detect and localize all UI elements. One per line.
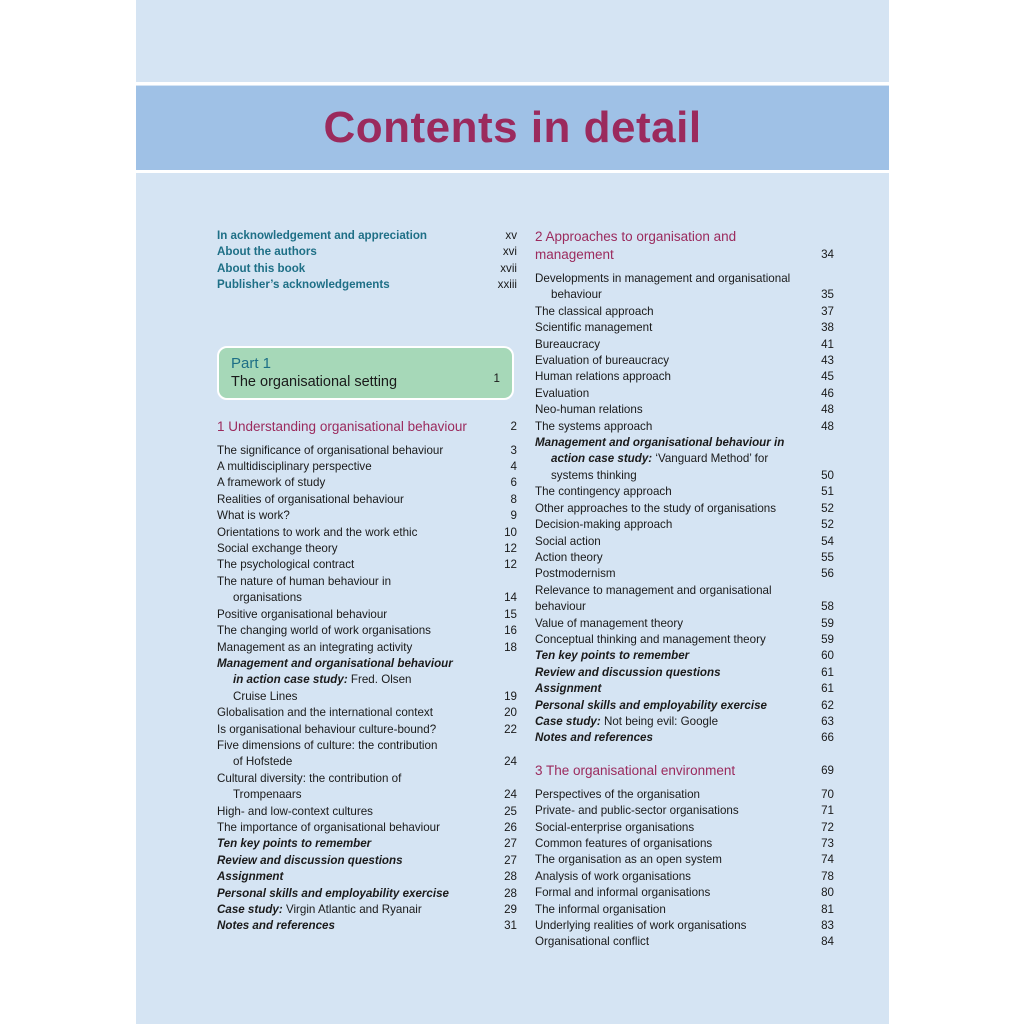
toc-entry-text: Is organisational behaviour culture-bound? xyxy=(217,722,437,736)
toc-entry-emphasis: Notes and references xyxy=(535,731,653,745)
toc-entry-text: Private- and public-sector organisations xyxy=(535,804,739,818)
toc-entry-page: 81 xyxy=(821,902,834,916)
part-page: 1 xyxy=(493,372,500,386)
toc-entry[interactable] xyxy=(217,722,517,738)
toc-entry-text: Action theory xyxy=(535,550,603,564)
toc-entry[interactable] xyxy=(535,304,834,320)
toc-entry-page: 16 xyxy=(504,624,517,638)
toc-entry-line2: of Hofstede xyxy=(233,755,293,769)
toc-entry-emphasis: in action case study: xyxy=(233,673,348,687)
toc-entry[interactable] xyxy=(535,918,834,934)
toc-entry[interactable] xyxy=(535,517,834,533)
toc-entry[interactable] xyxy=(535,681,834,697)
toc-entry-text: Not being evil: Google xyxy=(600,714,719,728)
toc-entry-page: 51 xyxy=(821,485,834,499)
toc-entry-emphasis: Management and organisational behaviour in xyxy=(535,436,785,450)
toc-entry-text: The significance of organisational behaviour xyxy=(217,443,444,457)
toc-entry-text: Developments in management and organisational xyxy=(535,272,791,285)
toc-entry-emphasis: Notes and references xyxy=(217,919,335,933)
toc-entry[interactable] xyxy=(535,616,834,632)
toc-entry-text: Evaluation xyxy=(535,386,590,400)
toc-entry-emphasis: Assignment xyxy=(535,682,602,696)
toc-entry[interactable] xyxy=(217,853,517,869)
chapter-2-heading[interactable] xyxy=(535,228,834,264)
toc-entry-text: A framework of study xyxy=(217,476,326,490)
toc-entry[interactable] xyxy=(217,541,517,557)
part-box xyxy=(217,346,514,400)
toc-entry-page: 9 xyxy=(510,509,517,523)
toc-entry-text: Orientations to work and the work ethic xyxy=(217,525,418,539)
toc-entry[interactable] xyxy=(535,730,834,746)
toc-entry[interactable] xyxy=(535,665,834,681)
toc-entry[interactable] xyxy=(535,934,834,950)
toc-entry-line2: behaviour xyxy=(551,288,602,302)
toc-entry-page: 28 xyxy=(504,870,517,884)
toc-entry-text: High- and low-context cultures xyxy=(217,804,373,818)
toc-entry[interactable] xyxy=(535,353,834,369)
front-matter-item[interactable] xyxy=(217,277,517,293)
toc-entry-line2 xyxy=(535,451,800,467)
toc-entry-text: Human relations approach xyxy=(535,370,671,384)
toc-entry-text: Realities of organisational behaviour xyxy=(217,492,404,506)
toc-entry-page: 38 xyxy=(821,321,834,335)
chapter-2-title-line2: management xyxy=(535,247,614,262)
toc-entry-page: 48 xyxy=(821,403,834,417)
toc-entry[interactable] xyxy=(535,484,834,500)
toc-entry-text: The importance of organisational behaviour xyxy=(217,820,440,834)
toc-entry-page: 29 xyxy=(504,903,517,916)
toc-entry-page: 19 xyxy=(504,689,517,703)
toc-entry-page: 25 xyxy=(504,804,517,818)
toc-entry[interactable] xyxy=(217,557,517,573)
toc-entry[interactable] xyxy=(535,836,834,852)
toc-entry-emphasis: Review and discussion questions xyxy=(217,853,403,867)
toc-entry[interactable] xyxy=(535,550,834,566)
toc-entry-page: 60 xyxy=(821,649,834,663)
toc-entry[interactable] xyxy=(217,574,517,607)
toc-entry-text: The nature of human behaviour in xyxy=(217,574,392,588)
toc-entry[interactable] xyxy=(217,902,517,918)
toc-entry[interactable] xyxy=(535,320,834,336)
toc-entry-text: ‘Vanguard Method’ for xyxy=(652,452,769,466)
toc-entry-page: 52 xyxy=(821,518,834,532)
toc-entry[interactable] xyxy=(535,852,834,868)
toc-entry[interactable] xyxy=(217,475,517,491)
toc-entry-text: Common features of organisations xyxy=(535,837,713,850)
toc-entry-page: 54 xyxy=(821,534,834,548)
chapter-1-heading[interactable] xyxy=(217,418,517,436)
front-matter-page: xv xyxy=(505,229,517,242)
toc-entry[interactable] xyxy=(217,607,517,623)
toc-entry-line2: organisations xyxy=(233,591,302,605)
toc-entry-page: 59 xyxy=(821,632,834,646)
toc-entry-page: 15 xyxy=(504,607,517,621)
toc-entry[interactable] xyxy=(217,508,517,524)
toc-entry-page: 37 xyxy=(821,304,834,318)
toc-entry-text: Analysis of work organisations xyxy=(535,869,691,883)
toc-entry-text: Social exchange theory xyxy=(217,542,338,556)
toc-entry-text: Five dimensions of culture: the contribution xyxy=(217,738,438,752)
toc-entry-page: 55 xyxy=(821,550,834,564)
toc-entry-page: 56 xyxy=(821,567,834,581)
chapter-3-entries xyxy=(535,787,834,951)
toc-entry-page: 20 xyxy=(504,706,517,720)
toc-entry[interactable] xyxy=(535,803,834,819)
toc-entry[interactable] xyxy=(217,771,517,804)
toc-entry[interactable] xyxy=(535,698,834,714)
toc-entry-page: 80 xyxy=(821,886,834,900)
toc-entry-page: 50 xyxy=(821,468,834,482)
toc-entry-page: 66 xyxy=(821,731,834,745)
title-banner xyxy=(136,86,889,173)
toc-entry-page: 26 xyxy=(504,820,517,834)
toc-entry[interactable] xyxy=(535,583,834,616)
toc-entry[interactable] xyxy=(217,836,517,852)
toc-entry-text: Scientific management xyxy=(535,321,653,335)
toc-entry-page: 12 xyxy=(504,542,517,556)
toc-entry[interactable] xyxy=(535,648,834,664)
toc-entry[interactable] xyxy=(217,738,517,771)
toc-entry-text: Virgin Atlantic and Ryanair xyxy=(282,903,422,916)
front-matter-label: About this book xyxy=(217,261,306,275)
toc-entry[interactable] xyxy=(535,402,834,418)
toc-entry-page: 27 xyxy=(504,837,517,851)
toc-entry[interactable] xyxy=(217,820,517,836)
right-column xyxy=(535,228,834,951)
toc-entry-page: 24 xyxy=(504,755,517,769)
toc-entry-emphasis: Personal skills and employability exercise xyxy=(535,698,767,712)
toc-entry[interactable] xyxy=(535,419,834,435)
toc-entry[interactable] xyxy=(535,435,834,484)
toc-entry[interactable] xyxy=(535,885,834,901)
front-matter-item[interactable] xyxy=(217,244,517,260)
toc-entry-text: The informal organisation xyxy=(535,902,666,916)
chapter-3-heading[interactable] xyxy=(535,762,834,780)
page-title: Contents in detail xyxy=(323,103,702,152)
toc-entry-line2 xyxy=(217,672,483,688)
toc-entry-text: A multidisciplinary perspective xyxy=(217,460,372,474)
toc-entry-page: 78 xyxy=(821,869,834,883)
toc-entry-text: The contingency approach xyxy=(535,485,672,499)
toc-entry-emphasis: Assignment xyxy=(217,870,284,884)
toc-entry[interactable] xyxy=(535,566,834,582)
toc-entry-text: Globalisation and the international context xyxy=(217,706,433,720)
toc-entry[interactable] xyxy=(217,705,517,721)
toc-entry-page: 74 xyxy=(821,853,834,867)
chapter-2-title-line1: 2 Approaches to organisation and xyxy=(535,229,737,244)
toc-entry[interactable] xyxy=(217,886,517,902)
toc-entry-page: 27 xyxy=(504,853,517,867)
front-matter-page: xxiii xyxy=(497,278,517,292)
toc-entry[interactable] xyxy=(217,869,517,885)
front-matter-item[interactable] xyxy=(217,228,517,244)
toc-entry[interactable] xyxy=(535,369,834,385)
toc-entry[interactable] xyxy=(535,714,834,730)
chapter-3-page: 69 xyxy=(821,763,834,777)
front-matter-label: Publisher’s acknowledgements xyxy=(217,278,390,292)
toc-entry-page: 71 xyxy=(821,804,834,818)
toc-entry-text: Relevance to management and organisational behaviour xyxy=(535,583,772,614)
toc-entry-emphasis: Personal skills and employability exercise xyxy=(217,886,449,900)
toc-entry[interactable] xyxy=(535,271,834,304)
toc-entry-page: 12 xyxy=(504,558,517,572)
toc-entry-line3: systems thinking xyxy=(551,468,637,482)
front-matter-label: In acknowledgement and appreciation xyxy=(217,229,428,242)
toc-entry[interactable] xyxy=(535,501,834,517)
front-matter-list xyxy=(217,228,517,294)
chapter-1-page: 2 xyxy=(510,419,517,433)
toc-entry-text: Perspectives of the organisation xyxy=(535,787,700,801)
toc-entry-text: Management as an integrating activity xyxy=(217,640,413,654)
toc-entry[interactable] xyxy=(217,459,517,475)
toc-entry[interactable] xyxy=(535,787,834,803)
toc-entry[interactable] xyxy=(535,337,834,353)
toc-entry-page: 61 xyxy=(821,665,834,679)
toc-entry-page: 61 xyxy=(821,682,834,696)
toc-entry-page: 48 xyxy=(821,419,834,433)
toc-entry[interactable] xyxy=(535,869,834,885)
toc-entry-page: 62 xyxy=(821,698,834,712)
toc-entry-text: Bureaucracy xyxy=(535,337,601,351)
toc-entry-text: The classical approach xyxy=(535,304,654,318)
front-matter-page: xvii xyxy=(500,261,517,275)
book-page xyxy=(136,0,889,1024)
toc-entry[interactable] xyxy=(217,804,517,820)
toc-entry-text: Fred. Olsen xyxy=(347,673,412,687)
toc-entry-page: 45 xyxy=(821,370,834,384)
toc-entry-text: Social action xyxy=(535,534,601,548)
toc-entry-emphasis: Case study: xyxy=(217,903,283,916)
toc-entry-page: 14 xyxy=(504,591,517,605)
toc-entry-line2: Trompenaars xyxy=(233,788,302,802)
toc-entry[interactable] xyxy=(535,820,834,836)
front-matter-item[interactable] xyxy=(217,261,517,277)
toc-entry-emphasis: Ten key points to remember xyxy=(535,649,690,663)
toc-entry-text: Evaluation of bureaucracy xyxy=(535,354,670,368)
chapter-3-title: 3 The organisational environment xyxy=(535,762,736,778)
toc-entry-text: Postmodernism xyxy=(535,567,616,581)
toc-entry-page: 24 xyxy=(504,788,517,802)
toc-entry-text: Underlying realities of work organisations xyxy=(535,919,747,933)
chapter-1-title: 1 Understanding organisational behaviour xyxy=(217,418,467,434)
toc-entry-text: Value of management theory xyxy=(535,616,684,630)
toc-entry-page: 4 xyxy=(510,460,517,474)
part-label: Part 1 xyxy=(231,354,272,372)
toc-entry-page: 63 xyxy=(821,714,834,728)
toc-entry-text: Formal and informal organisations xyxy=(535,886,711,900)
toc-entry-text: Social-enterprise organisations xyxy=(535,820,695,834)
toc-entry[interactable] xyxy=(217,623,517,639)
toc-entry[interactable] xyxy=(535,386,834,402)
toc-entry-page: 3 xyxy=(510,443,517,457)
toc-entry-emphasis: Case study: xyxy=(535,714,601,728)
toc-entry-page: 18 xyxy=(504,640,517,654)
toc-entry-page: 43 xyxy=(821,354,834,368)
chapter-2-entries xyxy=(535,271,834,747)
toc-entry-page: 52 xyxy=(821,501,834,515)
toc-entry-page: 41 xyxy=(821,337,834,351)
left-column xyxy=(217,228,517,935)
toc-entry[interactable] xyxy=(217,492,517,508)
toc-entry-page: 28 xyxy=(504,886,517,900)
toc-entry-line3: Cruise Lines xyxy=(233,689,298,703)
toc-entry-text: The psychological contract xyxy=(217,558,355,572)
toc-entry-text: Positive organisational behaviour xyxy=(217,607,388,621)
toc-entry-page: 8 xyxy=(510,492,517,506)
toc-entry-page: 31 xyxy=(504,919,517,933)
toc-entry[interactable] xyxy=(535,632,834,648)
toc-entry-emphasis: Review and discussion questions xyxy=(535,665,721,679)
toc-entry-text: Neo-human relations xyxy=(535,403,643,417)
toc-entry-page: 35 xyxy=(821,288,834,302)
toc-entry-page: 83 xyxy=(821,919,834,933)
toc-entry-page: 46 xyxy=(821,386,834,400)
toc-entry-emphasis: action case study: xyxy=(551,452,653,466)
toc-entry-text: Decision-making approach xyxy=(535,518,673,532)
toc-entry-text: What is work? xyxy=(217,509,290,523)
toc-entry-emphasis: Ten key points to remember xyxy=(217,837,372,851)
toc-entry-text: The systems approach xyxy=(535,419,653,433)
chapter-1-entries xyxy=(217,443,517,935)
toc-entry-page: 58 xyxy=(821,600,834,614)
toc-entry-text: Cultural diversity: the contribution of xyxy=(217,771,402,785)
toc-entry-page: 22 xyxy=(504,722,517,736)
chapter-2-page: 34 xyxy=(821,248,834,261)
toc-entry-text: The organisation as an open system xyxy=(535,853,722,867)
toc-entry-page: 6 xyxy=(510,476,517,490)
toc-entry-text: Other approaches to the study of organisations xyxy=(535,501,777,515)
toc-entry-text: Organisational conflict xyxy=(535,935,650,949)
toc-entry-text: Conceptual thinking and management theory xyxy=(535,632,766,646)
toc-entry-page: 84 xyxy=(821,935,834,949)
part-title: The organisational setting xyxy=(231,373,398,390)
toc-entry-page: 72 xyxy=(821,820,834,834)
toc-entry-text: The changing world of work organisations xyxy=(217,624,431,638)
toc-entry[interactable] xyxy=(535,902,834,918)
front-matter-page: xvi xyxy=(502,245,517,259)
toc-entry-page: 70 xyxy=(821,787,834,801)
front-matter-label: About the authors xyxy=(217,245,317,259)
toc-entry[interactable] xyxy=(217,443,517,459)
toc-entry[interactable] xyxy=(217,640,517,656)
toc-entry-page: 10 xyxy=(504,525,517,539)
toc-entry-page: 73 xyxy=(821,837,834,850)
toc-entry[interactable] xyxy=(217,525,517,541)
toc-entry-emphasis: Management and organisational behaviour xyxy=(217,656,453,670)
toc-entry[interactable] xyxy=(535,534,834,550)
toc-entry[interactable] xyxy=(217,656,517,705)
top-divider xyxy=(136,82,889,85)
toc-entry[interactable] xyxy=(217,918,517,934)
toc-entry-page: 59 xyxy=(821,616,834,630)
